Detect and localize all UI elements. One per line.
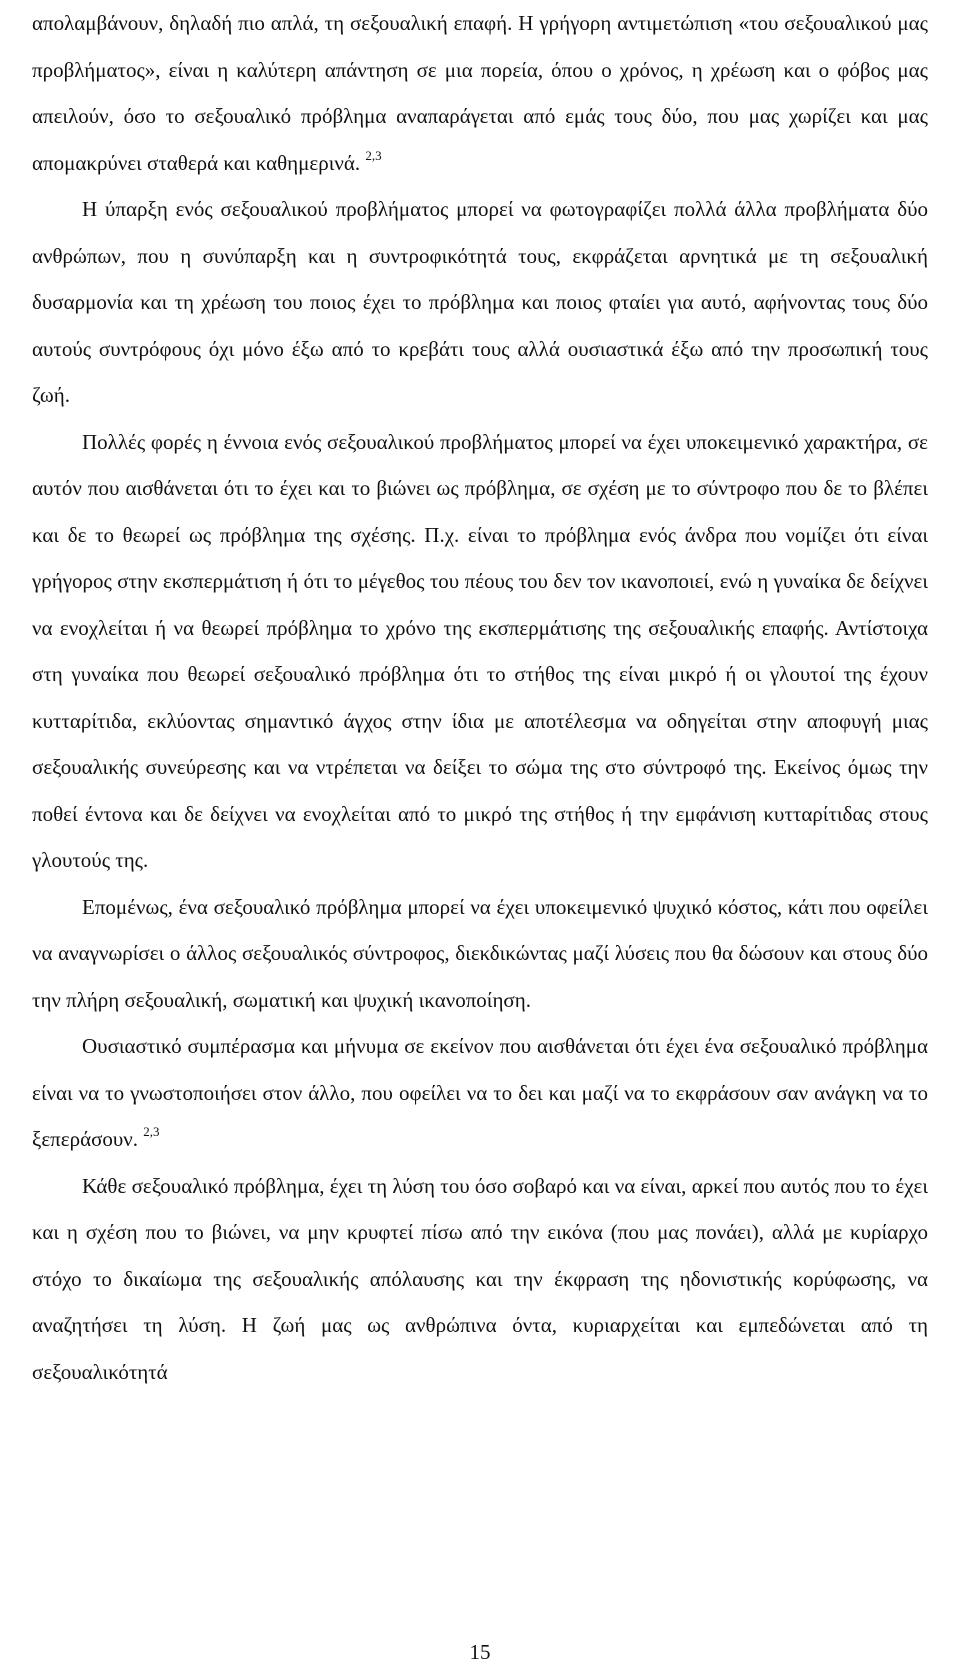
paragraph (32, 1023, 928, 1163)
paragraph-text: Ουσιαστικό συμπέρασμα και μήνυμα σε εκείνον που αισθάνεται ότι έχει ένα σεξουαλικό πρόβλημα είναι να το γνωστοποιήσει στον άλλο, που οφείλει να το δει και μαζί να το εκφράσουν σαν ανάγκη να το ξεπεράσουν. (32, 1034, 928, 1151)
paragraph-text: απολαμβάνουν, δηλαδή πιο απλά, τη σεξουαλική επαφή. Η γρήγορη αντιμετώπιση «του σεξουαλικού μας προβλήματος», είναι η καλύτερη απάντηση σε μια πορεία, όπου ο χρόνος, η χρέωση και ο φόβος μας απειλούν, όσο το σεξουαλικό πρόβλημα αναπαράγεται από εμάς τους δύο, που μας χωρίζει και μας απομακρύνει σταθερά και καθημερινά. (32, 11, 928, 175)
page-number: 15 (469, 1640, 491, 1664)
paragraph (32, 186, 928, 419)
paragraph-text: Κάθε σεξουαλικό πρόβλημα, έχει τη λύση του όσο σοβαρό και να είναι, αρκεί που αυτός που το έχει και η σχέση που το βιώνει, να μην κρυφτεί πίσω από την εικόνα (που μας πονάει), αλλά με κυρίαρχο στόχο το δικαίωμα της σεξουαλικής απόλαυσης και την έκφραση της ηδονιστικής κορύφωσης, να αναζητήσει τη λύση. Η ζωή μας ως ανθρώπινα όντα, κυριαρχείται και εμπεδώνεται από τη σεξουαλικότητά (32, 1173, 928, 1384)
paragraph (32, 419, 928, 884)
paragraph (32, 0, 928, 186)
paragraph-text: Πολλές φορές η έννοια ενός σεξουαλικού προβλήματος μπορεί να έχει υποκειμενικό χαρακτήρα, σε αυτόν που αισθάνεται ότι το έχει και το βιώνει ως πρόβλημα, σε σχέση με το σύντροφο που δε το βλέπει και δε το θεωρεί ως πρόβλημα της σχέσης. Π.χ. είναι το πρόβλημα ενός άνδρα που νομίζει ότι είναι γρήγορος στην εκσπερμάτιση ή ότι το μέγεθος του πέους του δεν τον ικανοποιεί, ενώ η γυναίκα δε δείχνει να ενοχλείται ή να θεωρεί πρόβλημα το χρόνο της εκσπερμάτισης της σεξουαλικής επαφής. Αντίστοιχα στη γυναίκα που θεωρεί σεξουαλικό πρόβλημα ότι το στήθος της είναι μικρό ή οι γλουτοί της έχουν κυτταρίτιδα, εκλύοντας σημαντικό άγχος στην ίδια με αποτέλεσμα να οδηγείται στην αποφυγή μιας σεξουαλικής συνεύρεσης και να ντρέπεται να δείξει το σώμα της στο σύντροφό της. Εκείνος όμως την ποθεί έντονα και δε δείχνει να ενοχλείται από το μικρό της στήθος ή την εμφάνιση κυτταρίτιδας στους γλουτούς της. (32, 429, 928, 872)
paragraph (32, 1163, 928, 1396)
paragraph-text: Η ύπαρξη ενός σεξουαλικού προβλήματος μπορεί να φωτογραφίζει πολλά άλλα προβλήματα δύο ανθρώπων, που η συνύπαρξη και η συντροφικότητά τους, εκφράζεται αρνητικά με τη σεξουαλική δυσαρμονία και τη χρέωση του ποιος έχει το πρόβλημα και ποιος φταίει για αυτό, αφήνοντας τους δύο αυτούς συντρόφους όχι μόνο έξω από το κρεβάτι τους αλλά ουσιαστικά έξω από την προσωπική τους ζωή. (32, 197, 928, 407)
paragraph (32, 884, 928, 1024)
citation-reference: 2,3 (365, 147, 382, 163)
paragraph-text: Επομένως, ένα σεξουαλικό πρόβλημα μπορεί να έχει υποκειμενικό ψυχικό κόστος, κάτι που οφείλει να αναγνωρίσει ο άλλος σεξουαλικός σύντροφος, διεκδικώντας μαζί λύσεις που θα δώσουν και στους δύο την πλήρη σεξουαλική, σωματική και ψυχική ικανοποίηση. (32, 894, 928, 1012)
body-text (32, 0, 928, 1395)
citation-reference: 2,3 (143, 1124, 160, 1139)
